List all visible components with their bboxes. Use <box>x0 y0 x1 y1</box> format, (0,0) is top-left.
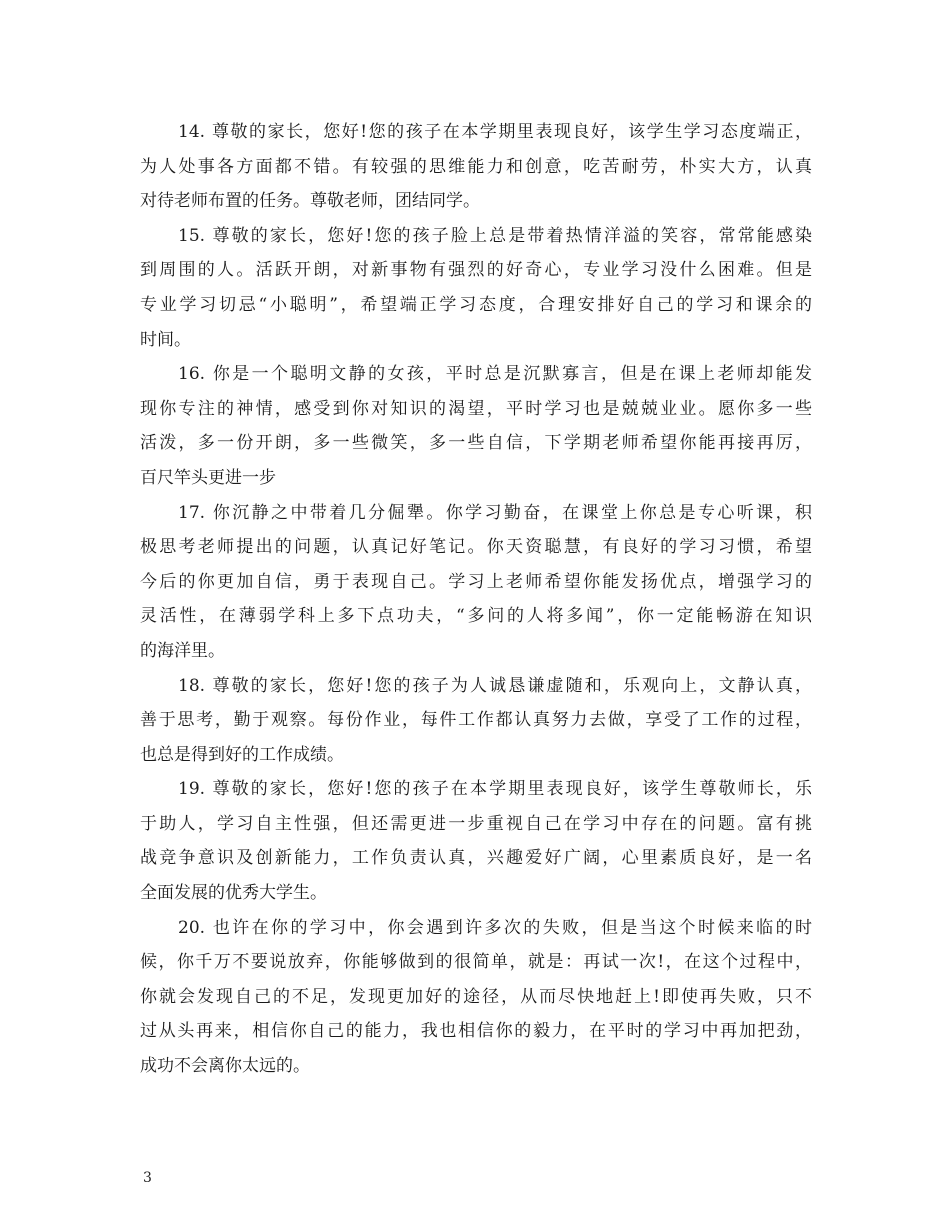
paragraph-line: 为人处事各方面都不错。有较强的思维能力和创意，吃苦耐劳，朴实大方，认真 <box>140 156 812 177</box>
paragraph-line: 善于思考，勤于观察。每份作业，每件工作都认真努力去做，享受了工作的过程， <box>140 710 812 731</box>
paragraph-line: 极思考老师提出的问题，认真记好笔记。你天资聪慧，有良好的学习习惯，希望 <box>140 537 812 558</box>
paragraph-line: 17. 你沉静之中带着几分倔犟。你学习勤奋，在课堂上你总是专心听课，积 <box>178 502 812 523</box>
paragraph-line: 时间。 <box>140 329 191 350</box>
paragraph-line: 19. 尊敬的家长，您好!您的孩子在本学期里表现良好，该学生尊敬师长，乐 <box>178 779 812 800</box>
paragraph-line: 的海洋里。 <box>140 640 225 661</box>
paragraph-line: 20. 也许在你的学习中，你会遇到许多次的失败，但是当这个时候来临的时 <box>178 917 812 938</box>
paragraph-line: 过从头再来，相信你自己的能力，我也相信你的毅力，在平时的学习中再加把劲， <box>140 1021 812 1042</box>
paragraph-line: 现你专注的神情，感受到你对知识的渴望，平时学习也是兢兢业业。愿你多一些 <box>140 398 812 419</box>
page-number: 3 <box>143 1170 152 1186</box>
comment-paragraph-17 <box>140 496 812 669</box>
paragraph-line: 14. 尊敬的家长，您好!您的孩子在本学期里表现良好，该学生学习态度端正， <box>178 122 812 142</box>
comment-paragraph-20 <box>140 911 812 1084</box>
paragraph-line: 全面发展的优秀大学生。 <box>140 883 327 904</box>
comment-paragraph-19 <box>140 772 812 910</box>
comment-paragraph-16 <box>140 357 812 495</box>
paragraph-line: 你就会发现自己的不足，发现更加好的途径，从而尽快地赶上!即使再失败，只不 <box>140 986 812 1007</box>
paragraph-line: 百尺竿头更进一步 <box>140 467 276 488</box>
comment-paragraph-14 <box>140 115 812 219</box>
paragraph-line: 15. 尊敬的家长，您好!您的孩子脸上总是带着热情洋溢的笑容，常常能感染 <box>178 225 812 246</box>
paragraph-line: 候，你千万不要说放弃，你能够做到的很简单，就是：再试一次!，在这个过程中， <box>140 952 812 973</box>
paragraph-line: 16. 你是一个聪明文静的女孩，平时总是沉默寡言，但是在课上老师却能发 <box>178 364 812 385</box>
paragraph-line: 专业学习切忌“小聪明”，希望端正学习态度，合理安排好自己的学习和课余的 <box>140 294 812 315</box>
paragraph-line: 灵活性，在薄弱学科上多下点功夫，“多问的人将多闻”，你一定能畅游在知识 <box>140 606 812 627</box>
paragraph-line: 成功不会离你太远的。 <box>140 1056 310 1077</box>
paragraph-line: 今后的你更加自信，勇于表现自己。学习上老师希望你能发扬优点，增强学习的 <box>140 571 812 592</box>
paragraph-line: 也总是得到好的工作成绩。 <box>140 744 344 765</box>
paragraph-line: 于助人，学习自主性强，但还需更进一步重视自己在学习中存在的问题。富有挑 <box>140 813 812 834</box>
paragraph-line: 活泼，多一份开朗，多一些微笑，多一些自信，下学期老师希望你能再接再厉， <box>140 433 812 454</box>
comment-paragraph-15 <box>140 219 812 357</box>
paragraph-line: 战竞争意识及创新能力，工作负责认真，兴趣爱好广阔，心里素质良好，是一名 <box>140 848 812 869</box>
comment-paragraph-18 <box>140 669 812 773</box>
paragraph-line: 对待老师布置的任务。尊敬老师，团结同学。 <box>140 191 480 212</box>
paragraph-line: 18. 尊敬的家长，您好!您的孩子为人诚恳谦虚随和，乐观向上，文静认真， <box>178 675 812 696</box>
document-body <box>140 115 812 1084</box>
paragraph-line: 到周围的人。活跃开朗，对新事物有强烈的好奇心，专业学习没什么困难。但是 <box>140 260 812 281</box>
